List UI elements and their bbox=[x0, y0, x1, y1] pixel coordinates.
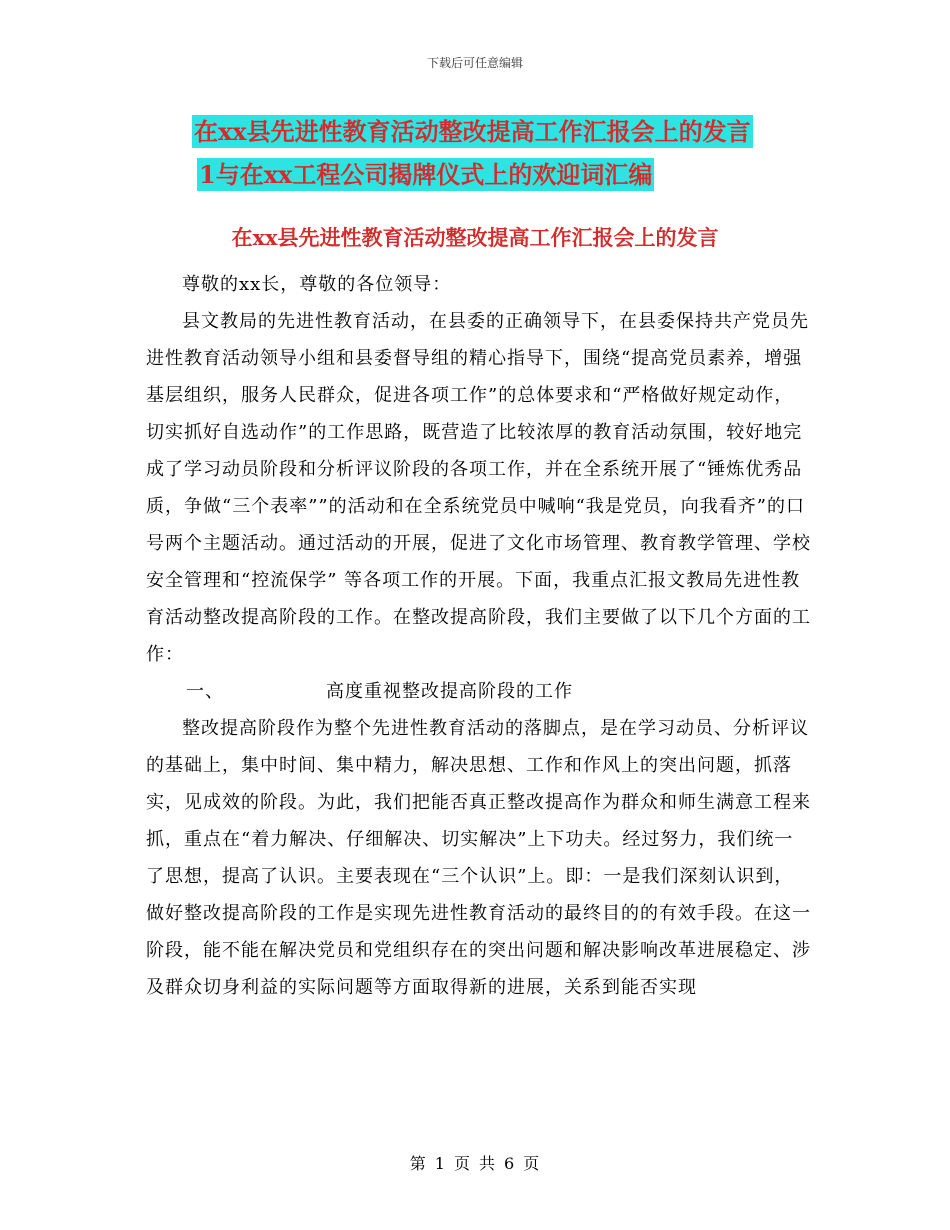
main-title-line1 bbox=[192, 110, 753, 154]
footer-suffix: 页 bbox=[523, 1154, 541, 1173]
salutation: 尊敬的xx长，尊敬的各位领导： bbox=[182, 274, 452, 295]
section-heading bbox=[146, 673, 811, 710]
footer-total-prefix: 共 bbox=[479, 1154, 497, 1173]
paragraph-2: 整改提高阶段作为整个先进性教育活动的落脚点，是在学习动员、分析评议的基础上，集中时间、集中精力，解决思想、工作和作风上的突出问题，抓落实，见成效的阶段。为此，我们把能否真正整改提高作为群众和师生满意工程来抓，重点在“着力解决、仔细解决、切实解决”上下功夫。经过努力，我们统一了思想，提高了认识。主要表现在“三个认识”上。即：一是我们深刻认识到，做好整改提高阶段的工作是实现先进性教育活动的最终目的的有效手段。在这一阶段，能不能在解决党员和党组织存在的突出问题和解决影响改革进展稳定、涉及群众切身利益的实际问题等方面取得新的进展，关系到能否实现 bbox=[146, 718, 811, 998]
footer-prefix: 第 bbox=[409, 1154, 427, 1173]
footer-mid: 页 bbox=[453, 1154, 471, 1173]
main-title-line2 bbox=[197, 153, 654, 197]
footer-page-number: 1 bbox=[434, 1154, 446, 1173]
page-footer bbox=[0, 1151, 950, 1174]
section-title: 高度重视整改提高阶段的工作 bbox=[326, 681, 573, 702]
header-note: 下载后可任意编辑 bbox=[426, 56, 523, 70]
section-number: 一、 bbox=[186, 681, 224, 702]
main-title-line1-text: 在xx县先进性教育活动整改提高工作汇报会上的发言 bbox=[194, 117, 751, 146]
subtitle: 在xx县先进性教育活动整改提高工作汇报会上的发言 bbox=[231, 225, 719, 250]
paragraph-1: 县文教局的先进性教育活动，在县委的正确领导下，在县委保持共产党员先进性教育活动领导小组和县委督导组的精心指导下，围绕“提高党员素养，增强基层组织，服务人民群众，促进各项工作”的总体要求和“严格做好规定动作，切实抓好自选动作”的工作思路，既营造了比较浓厚的教育活动氛围，较好地完成了学习动员阶段和分析评议阶段的各项工作，并在全系统开展了“锤炼优秀品质，争做“三个表率””的活动和在全系统党员中喊响“我是党员，向我看齐”的口号两个主题活动。通过活动的开展，促进了文化市场管理、教育教学管理、学校安全管理和“控流保学” 等各项工作的开展。下面，我重点汇报文教局先进性教育活动整改提高阶段的工作。在整改提高阶段，我们主要做了以下几个方面的工作： bbox=[146, 311, 811, 665]
main-title-line2-text: 1与在xx工程公司揭牌仪式上的欢迎词汇编 bbox=[199, 160, 653, 189]
footer-total: 6 bbox=[504, 1154, 516, 1173]
document-body bbox=[146, 266, 811, 1006]
